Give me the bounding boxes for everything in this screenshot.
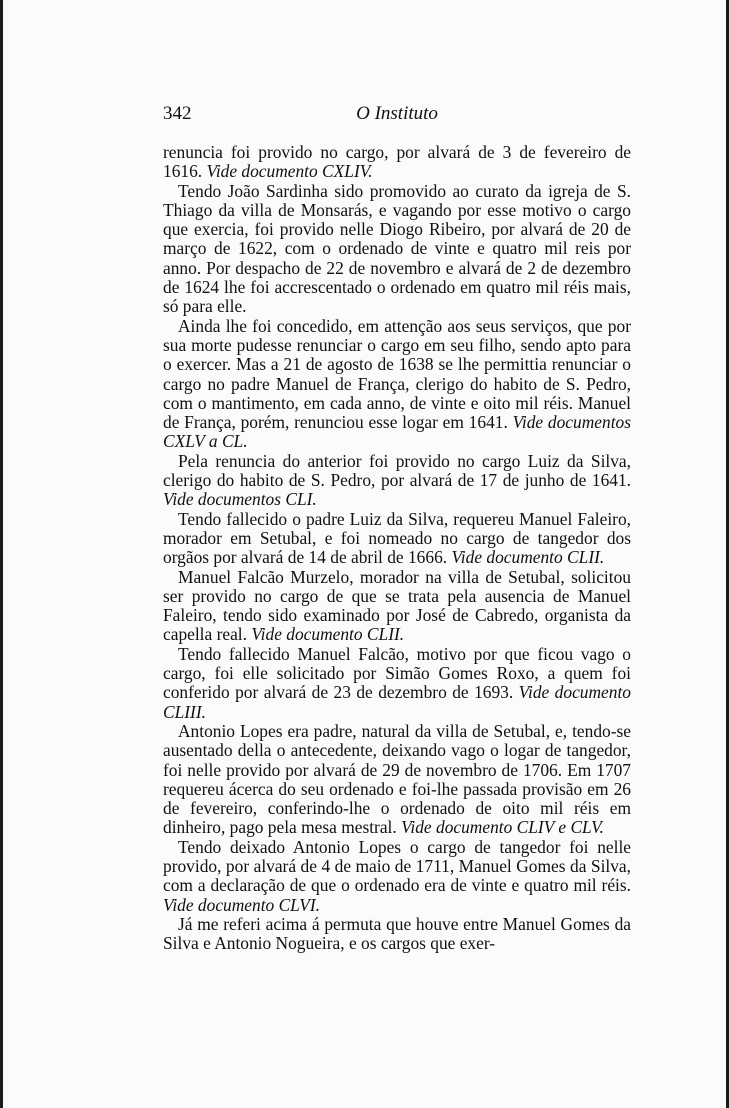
document-reference: Vide documento CLII. — [451, 547, 605, 568]
paragraph-text: Ainda lhe foi concedido, em attenção aos seus serviços, que por sua morte pudesse renunciar o cargo em seu filho, sendo apto para o exercer. Mas a 21 de agosto de 1638 se lhe permittia renunciar o cargo no padre Manuel de França, clerigo do habito de S. Pedro, com o mantimento, em cada anno, de vinte e oito mil réis. Manuel de França, porém, renunciou esse logar em 1641. — [163, 315, 631, 433]
page-header — [163, 103, 631, 129]
paragraph — [163, 722, 631, 838]
paragraph — [163, 317, 631, 452]
paragraph — [163, 645, 631, 722]
paragraph-text: Manuel Falcão Murzelo, morador na villa de Setubal, solicitou ser provido no cargo de que se trata pela ausencia de Manuel Faleiro, tendo sido examinado por José de Cabredo, organista da capella real. — [163, 566, 631, 645]
document-reference: Vide documento CXLIV. — [206, 161, 373, 182]
document-reference: Vide documento CLVI. — [163, 894, 320, 915]
paragraph — [163, 838, 631, 915]
running-title: O Instituto — [356, 103, 438, 124]
paragraph-text: Antonio Lopes era padre, natural da villa de Setubal, e, tendo-se ausentado della o antecedente, deixando vago o logar de tangedor, foi nelle provido por alvará de 29 de novembro de 1706. Em 1707 requereu ácerca do seu ordenado e foi-lhe passada provisão em 26 de fevereiro, conferindo-lhe o ordenado de oito mil réis em dinheiro, pago pela mesa mestral. — [163, 720, 631, 838]
paragraph — [163, 510, 631, 568]
paragraph — [163, 568, 631, 645]
page-number: 342 — [163, 103, 192, 124]
paragraph-text: Tendo fallecido Manuel Falcão, motivo por que ficou vago o cargo, foi elle solicitado por Simão Gomes Roxo, a quem foi conferido por alvará de 23 de dezembro de 1693. — [163, 643, 631, 703]
paragraph — [163, 182, 631, 317]
paragraph-text: Tendo deixado Antonio Lopes o cargo de tangedor foi nelle provido, por alvará de 4 de maio de 1711, Manuel Gomes da Silva, com a declaração de que o ordenado era de vinte e quatro mil réis. — [163, 836, 631, 896]
paragraph-text: Já me referi acima á permuta que houve entre Manuel Gomes da Silva e Antonio Nogueira, e os cargos que exer- — [163, 913, 631, 954]
body-text — [163, 143, 631, 953]
paragraph-text: Tendo João Sardinha sido promovido ao curato da igreja de S. Thiago da villa de Monsarás, e vagando por esse motivo o cargo que exercia, foi provido nelle Diogo Ribeiro, por alvará de 20 de março de 1622, com o ordenado de vinte e quatro mil reis por anno. Por despacho de 22 de novembro e alvará de 2 de dezembro de 1624 lhe foi accrescentado o ordenado em quatro mil réis mais, só para elle. — [163, 180, 631, 317]
paragraph — [163, 452, 631, 510]
paragraph — [163, 915, 631, 954]
document-reference: Vide documentos CXLV a CL. — [163, 412, 631, 452]
document-reference: Vide documento CLII. — [251, 624, 405, 645]
paragraph-text: Tendo fallecido o padre Luiz da Silva, requereu Manuel Faleiro, morador em Setubal, e foi nomeado no cargo de tangedor dos orgãos por alvará de 14 de abril de 1666. — [163, 508, 631, 568]
paragraph-text: renuncia foi provido no cargo, por alvará de 3 de fevereiro de 1616. — [163, 142, 631, 182]
paragraph-text: Pela renuncia do anterior foi provido no cargo Luiz da Silva, clerigo do habito de S. Pedro, por alvará de 17 de junho de 1641. — [163, 450, 631, 491]
paragraph — [163, 143, 631, 182]
document-reference: Vide documento CLIII. — [163, 682, 631, 722]
document-reference: Vide documentos CLI. — [163, 489, 317, 510]
document-reference: Vide documento CLIV e CLV. — [401, 817, 604, 838]
